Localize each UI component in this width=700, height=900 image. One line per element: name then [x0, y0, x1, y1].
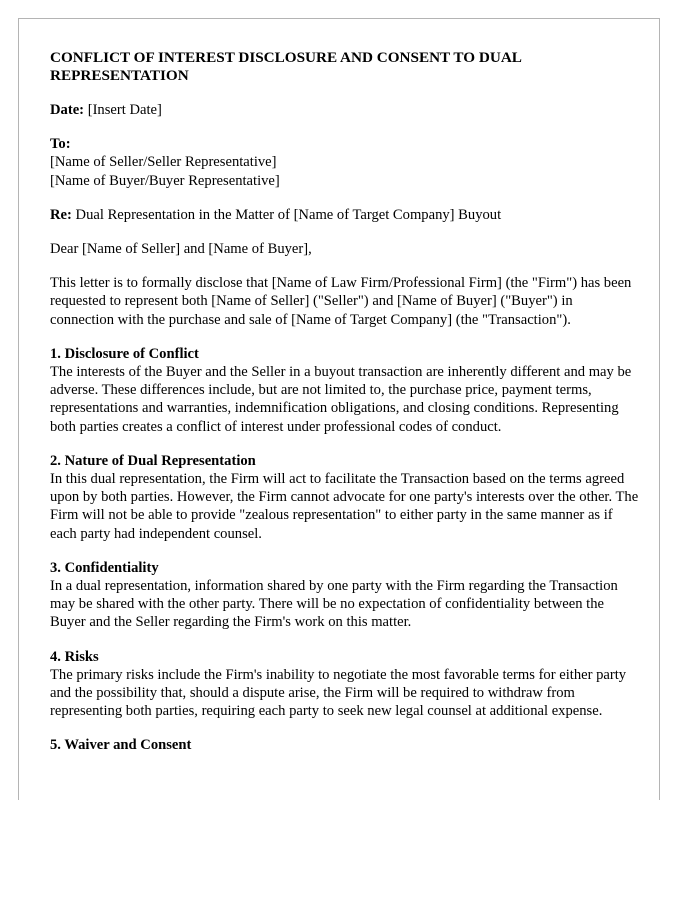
section-heading: 3. Confidentiality: [50, 559, 159, 576]
document-page: [18, 18, 660, 800]
section-heading: 1. Disclosure of Conflict: [50, 345, 199, 362]
section-body: The primary risks include the Firm's inability to negotiate the most favorable terms for either party and the possibility that, should a dispute arise, the Firm will be required to withdraw from representing both parties, requiring each party to seek new legal counsel at additional expense.: [50, 666, 627, 720]
intro-paragraph: This letter is to formally disclose that [Name of Law Firm/Professional Firm] (the "Firm") has been requested to represent both [Name of Seller] ("Seller") and [Name of Buyer] ("Buyer") in connection with the purchase and sale of [Name of Target Company] (the "Transaction").: [50, 275, 632, 328]
re-label: Re:: [50, 206, 72, 223]
salutation: Dear [Name of Seller] and [Name of Buyer],: [50, 241, 312, 258]
date-value: [Insert Date]: [87, 102, 162, 118]
date-label: Date:: [50, 102, 85, 118]
section-body: In this dual representation, the Firm will act to facilitate the Transaction based on the terms agreed upon by both parties. However, the Firm cannot advocate for one party's interests over the other. The Firm will not be able to provide "zealous representation" to either party in the same manner as if each party had independent counsel.: [50, 471, 639, 542]
recipient-buyer: [Name of Buyer/Buyer Representative]: [50, 172, 280, 189]
section-heading: 5. Waiver and Consent: [50, 737, 192, 754]
recipient-seller: [Name of Seller/Seller Representative]: [50, 154, 277, 171]
section-nature: [50, 452, 640, 543]
section-confidentiality: [50, 559, 640, 632]
to-label: To:: [50, 136, 71, 153]
section-heading: 2. Nature of Dual Representation: [50, 452, 256, 469]
section-body: In a dual representation, information shared by one party with the Firm regarding the Transaction may be shared with the other party. There will be no expectation of confidentiality between the Buyer and the Seller regarding the Firm's work on this matter.: [50, 578, 618, 631]
section-heading: 4. Risks: [50, 648, 99, 665]
subject-line: [50, 206, 640, 224]
section-waiver: [50, 736, 640, 754]
date-line: [50, 101, 640, 119]
re-value: Dual Representation in the Matter of [Name of Target Company] Buyout: [75, 206, 502, 223]
section-disclosure: [50, 345, 640, 436]
recipient-block: [50, 135, 640, 190]
section-risks: [50, 648, 640, 721]
letter-content: [50, 49, 640, 771]
document-title: CONFLICT OF INTEREST DISCLOSURE AND CONSENT TO DUAL REPRESENTATION: [50, 49, 522, 84]
section-body: The interests of the Buyer and the Seller in a buyout transaction are inherently different and may be adverse. These differences include, but are not limited to, the purchase price, payment terms, representations and warranties, indemnification obligations, and closing conditions. Representing both parties creates a conflict of interest under professional codes of conduct.: [50, 364, 632, 435]
